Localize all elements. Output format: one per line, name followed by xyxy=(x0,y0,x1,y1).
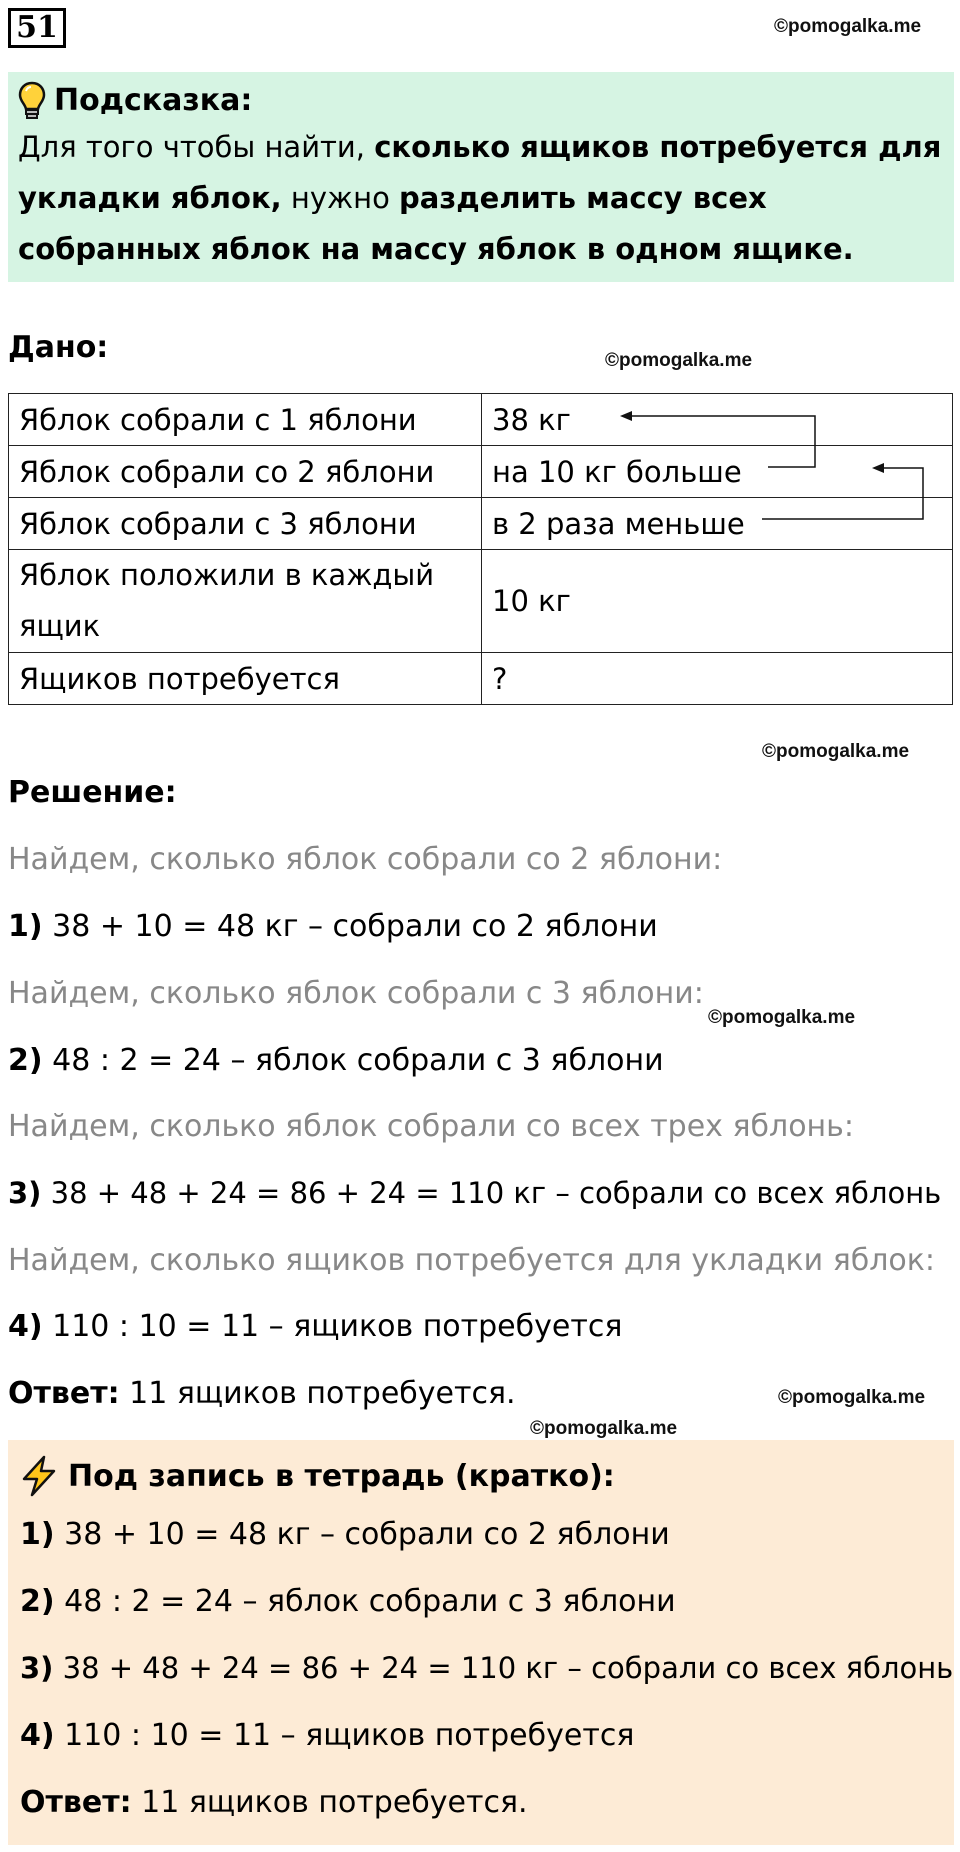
given-title: Дано: xyxy=(8,330,109,365)
given-value: 38 кг xyxy=(482,394,953,446)
given-value: на 10 кг больше xyxy=(482,446,953,498)
step-line xyxy=(8,909,658,944)
hint-text-part1: Для того чтобы найти, xyxy=(18,130,375,164)
answer-line xyxy=(20,1785,528,1820)
step-number: 1) xyxy=(20,1517,55,1552)
task-number: 51 xyxy=(8,8,66,48)
answer-text: 11 ящиков потребуется. xyxy=(131,1785,528,1820)
given-value: 10 кг xyxy=(482,550,953,653)
step-text: 110 : 10 = 11 – ящиков потребуется xyxy=(54,1718,635,1753)
step-line xyxy=(8,1043,664,1078)
step-number: 4) xyxy=(20,1718,55,1753)
step-number: 4) xyxy=(8,1309,43,1344)
watermark: ©pomogalka.me xyxy=(774,16,922,37)
step-text: 38 + 48 + 24 = 86 + 24 = 110 кг – собрали со всех яблонь xyxy=(53,1651,954,1685)
step-text: 38 + 48 + 24 = 86 + 24 = 110 кг – собрали со всех яблонь xyxy=(41,1176,942,1210)
solution-title: Решение: xyxy=(8,775,177,810)
watermark: ©pomogalka.me xyxy=(708,1007,856,1028)
given-label: Яблок собрали с 3 яблони xyxy=(9,498,482,550)
step-line xyxy=(20,1517,670,1552)
answer-label: Ответ: xyxy=(20,1785,132,1820)
step-text: 110 : 10 = 11 – ящиков потребуется xyxy=(42,1309,623,1344)
watermark: ©pomogalka.me xyxy=(605,350,753,371)
hint-title: Подсказка: xyxy=(54,83,253,118)
lightning-icon xyxy=(20,1455,58,1497)
given-label: Яблок собрали со 2 яблони xyxy=(9,446,482,498)
relation-arrows xyxy=(0,0,960,700)
step-text: 48 : 2 = 24 – яблок собрали с 3 яблони xyxy=(42,1043,664,1078)
step-number: 2) xyxy=(20,1584,55,1619)
step-number: 1) xyxy=(8,909,43,944)
given-label: Яблок собрали с 1 яблони xyxy=(9,394,482,446)
step-comment: Найдем, сколько яблок собрали со 2 яблони: xyxy=(8,842,723,877)
arrowhead-icon xyxy=(872,463,884,473)
step-line xyxy=(20,1584,676,1619)
hint-text-part2: сколько ящиков потребуется для укладки яблок, xyxy=(18,130,942,215)
watermark: ©pomogalka.me xyxy=(778,1387,926,1408)
answer-line xyxy=(8,1376,516,1411)
given-value: ? xyxy=(482,653,953,705)
notebook-title: Под запись в тетрадь (кратко): xyxy=(68,1458,615,1494)
step-comment: Найдем, сколько яблок собрали со всех трех яблонь: xyxy=(8,1109,854,1144)
arrowhead-icon xyxy=(620,411,632,421)
step-line xyxy=(20,1718,634,1753)
notebook-box xyxy=(8,1440,954,1845)
arrow-row2-to-row1 xyxy=(628,416,815,467)
answer-label: Ответ: xyxy=(8,1376,120,1411)
step-comment: Найдем, сколько ящиков потребуется для укладки яблок: xyxy=(8,1243,936,1278)
step-line xyxy=(8,1176,941,1210)
watermark: ©pomogalka.me xyxy=(530,1418,678,1439)
step-comment: Найдем, сколько яблок собрали с 3 яблони: xyxy=(8,976,704,1011)
arrow-row3-to-row2 xyxy=(762,468,923,519)
hint-text-part4: разделить массу всех собранных яблок на массу яблок в одном ящике. xyxy=(18,181,854,266)
step-text: 38 + 10 = 48 кг – собрали со 2 яблони xyxy=(42,909,658,944)
step-number: 2) xyxy=(8,1043,43,1078)
step-line xyxy=(8,1309,622,1344)
hint-text-part3: нужно xyxy=(281,181,400,215)
step-number: 3) xyxy=(8,1176,42,1210)
watermark: ©pomogalka.me xyxy=(762,741,910,762)
step-number: 3) xyxy=(20,1651,54,1685)
given-label: Ящиков потребуется xyxy=(9,653,482,705)
given-value: в 2 раза меньше xyxy=(482,498,953,550)
given-label: Яблок положили в каждый ящик xyxy=(9,550,482,653)
notebook-header xyxy=(20,1450,944,1502)
step-text: 48 : 2 = 24 – яблок собрали с 3 яблони xyxy=(54,1584,676,1619)
answer-text: 11 ящиков потребуется. xyxy=(119,1376,516,1411)
step-text: 38 + 10 = 48 кг – собрали со 2 яблони xyxy=(54,1517,670,1552)
step-line xyxy=(20,1651,953,1685)
